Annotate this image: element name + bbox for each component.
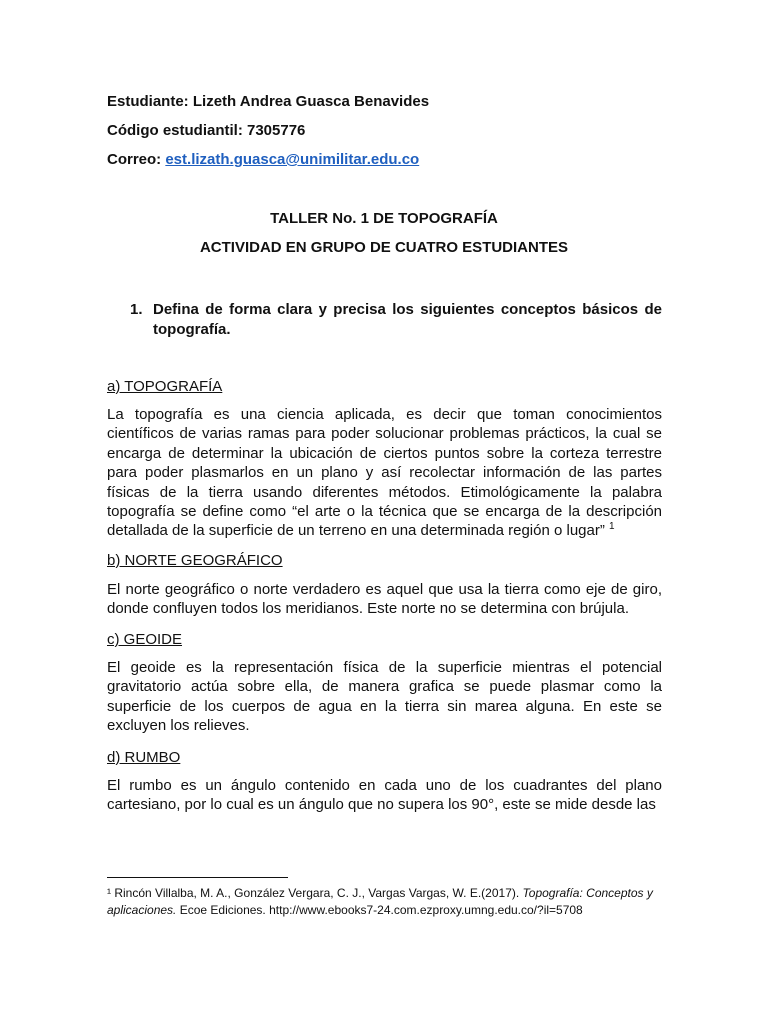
student-label: Estudiante: <box>107 93 189 110</box>
footnote <box>107 885 662 919</box>
code-line <box>107 121 305 141</box>
section-a-heading: a) TOPOGRAFÍA <box>107 378 223 395</box>
code-value: 7305776 <box>247 122 306 139</box>
footnote-reference: 1 <box>609 521 615 533</box>
footnote-book-title: Topografía: Conceptos y aplicaciones. <box>107 886 653 917</box>
email-link[interactable]: est.lizath.guasca@unimilitar.edu.co <box>165 151 420 168</box>
email-line <box>107 150 419 170</box>
section-c-heading: c) GEOIDE <box>107 631 183 648</box>
question-number: 1. <box>130 301 143 318</box>
section-d-heading: d) RUMBO <box>107 749 181 766</box>
footnote-separator <box>107 877 288 878</box>
document-title: TALLER No. 1 DE TOPOGRAFÍA <box>270 210 498 227</box>
email-label: Correo: <box>107 151 162 168</box>
section-b-heading: b) NORTE GEOGRÁFICO <box>107 552 283 569</box>
code-label: Código estudiantil: <box>107 122 243 139</box>
footnote-marker: ¹ <box>107 886 111 900</box>
section-a-text: La topografía es una ciencia aplicada, es decir que toman conocimientos científicos de varias ramas para poder solucionar problemas prácticos, la cual se encarga de determinar la ubicación de ciertos puntos sobre la corteza terrestre para poder plasmarlos en un plano y así recolectar información de las partes físicas de la tierra usando diferentes métodos. Etimológicamente la palabra topografía se define como “el arte o la técnica que se encarga de la descripción detallada de la superficie de un terreno en una determinada región o lugar” <box>107 406 662 540</box>
question-text: Defina de forma clara y precisa los siguientes conceptos básicos de topografía. <box>153 301 662 338</box>
student-name: Lizeth Andrea Guasca Benavides <box>192 93 430 110</box>
footnote-publisher-url: Ecoe Ediciones. http://www.ebooks7-24.com.ezproxy.umng.edu.co/?il=5708 <box>179 903 583 917</box>
section-d-paragraph: El rumbo es un ángulo contenido en cada uno de los cuadrantes del plano cartesiano, por lo cual es un ángulo que no supera los 90°, este se mide desde las <box>107 777 662 814</box>
student-line <box>107 92 429 112</box>
footnote-authors: Rincón Villalba, M. A., González Vergara, C. J., Vargas Vargas, W. E.(2017). <box>114 886 520 900</box>
section-b-paragraph: El norte geográfico o norte verdadero es aquel que usa la tierra como eje de giro, donde confluyen todos los meridianos. Este norte no se determina con brújula. <box>107 581 662 618</box>
document-subtitle: ACTIVIDAD EN GRUPO DE CUATRO ESTUDIANTES <box>199 239 569 256</box>
section-c-paragraph: El geoide es la representación física de la superficie mientras el potencial gravitatorio actúa sobre ella, de manera grafica se puede plasmar como la superficie de los cuerpos de agua en la tierra sin marea alguna. En este se excluyen los relieves. <box>107 659 662 735</box>
section-a-paragraph <box>107 405 662 541</box>
